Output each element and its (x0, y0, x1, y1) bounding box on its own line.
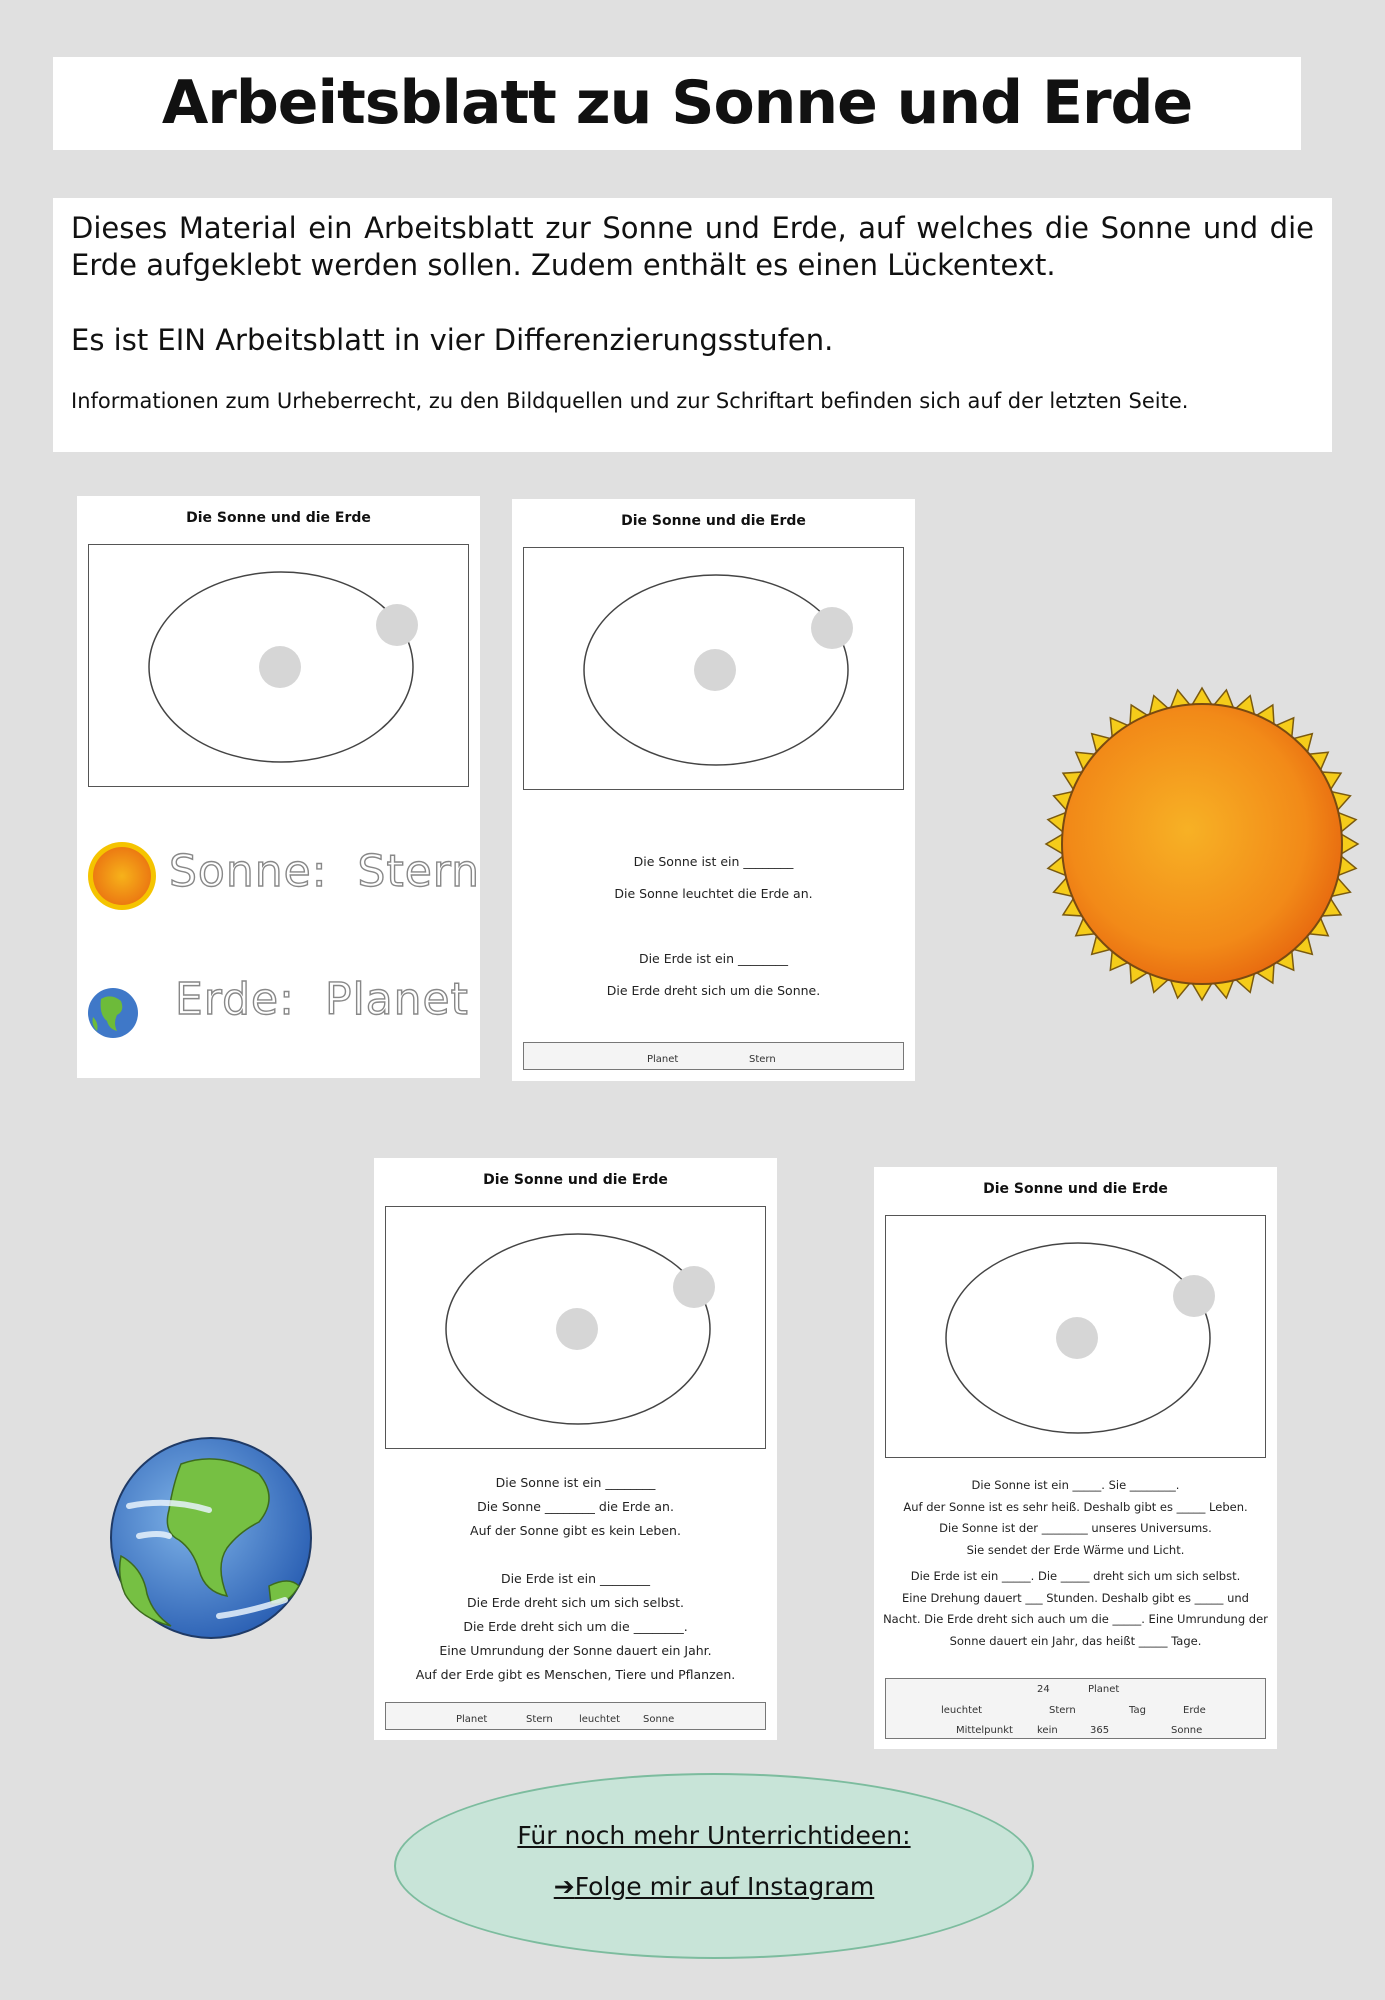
word-bank (885, 1678, 1266, 1739)
sun-illustration (1044, 686, 1360, 1002)
orbit-diagram (523, 547, 904, 790)
text-line: Die Sonne ist der ________ unseres Universums. (939, 1521, 1212, 1535)
word-bank-item: Sonne (643, 1714, 675, 1725)
word-bank-item: Sonne (1171, 1725, 1203, 1736)
instagram-cta[interactable] (394, 1773, 1034, 1959)
text-line: Die Sonne ist ein _____. Sie ________. (971, 1478, 1180, 1492)
sun-label: Sonne: (169, 846, 328, 897)
text-line: Sonne dauert ein Jahr, das heißt _____ Tage. (949, 1633, 1202, 1648)
earth-illustration (109, 1436, 313, 1640)
small-earth-icon (87, 987, 139, 1039)
word-bank-item: leuchtet (941, 1705, 983, 1716)
word-bank-item: kein (1037, 1725, 1058, 1736)
word-bank-item: Tag (1129, 1705, 1146, 1716)
word-bank-item: Mittelpunkt (956, 1725, 1013, 1736)
intro-box (53, 198, 1332, 452)
sun-tracing-text (169, 846, 480, 897)
word-bank-item: Stern (526, 1714, 553, 1725)
word-bank-item: Planet (1088, 1684, 1120, 1695)
worksheet-title: Die Sonne und die Erde (186, 510, 371, 526)
text-line: Die Sonne ________ die Erde an. (477, 1499, 674, 1514)
word-bank (523, 1042, 904, 1070)
intro-paragraph-3: Informationen zum Urheberrecht, zu den Bildquellen und zur Schriftart befinden sich auf der letzten Seite. (71, 389, 1189, 413)
word-bank-item: Stern (1049, 1705, 1076, 1716)
earth-word: Planet (324, 974, 469, 1025)
earth-label: Erde: (175, 974, 295, 1025)
text-line: Auf der Sonne gibt es kein Leben. (470, 1523, 681, 1538)
small-sun-icon (87, 841, 157, 911)
sun-word: Stern (357, 846, 480, 897)
word-bank-item: 24 (1037, 1684, 1050, 1695)
earth-tracing-text (175, 974, 469, 1025)
intro-paragraph-2: Es ist EIN Arbeitsblatt in vier Differenzierungsstufen. (71, 323, 834, 357)
text-line: Auf der Sonne ist es sehr heiß. Deshalb gibt es _____ Leben. (903, 1499, 1248, 1514)
word-bank-item: Stern (749, 1054, 776, 1065)
text-line: Die Sonne leuchtet die Erde an. (614, 886, 813, 901)
text-line: Die Erde ist ein ________ (500, 1571, 651, 1586)
title-box (53, 57, 1301, 150)
orbit-diagram (88, 544, 469, 787)
word-bank-item: leuchtet (579, 1714, 621, 1725)
worksheet-text (874, 1475, 1277, 1652)
text-line: Nacht. Die Erde dreht sich auch um die _____. Eine Umrundung der (883, 1612, 1268, 1626)
cta-line-1: Für noch mehr Unterrichtideen: (517, 1821, 911, 1850)
text-line: Die Erde dreht sich um sich selbst. (466, 1595, 685, 1610)
worksheet-title: Die Sonne und die Erde (983, 1181, 1168, 1197)
instagram-link[interactable] (396, 1872, 1032, 1901)
arrow-right-icon: ➔ (553, 1872, 575, 1901)
word-bank (385, 1702, 766, 1730)
text-line: Die Sonne ist ein ________ (495, 1475, 656, 1490)
text-line: Die Sonne ist ein ________ (633, 854, 794, 869)
word-bank-item: Planet (456, 1714, 488, 1725)
word-bank-item: 365 (1090, 1725, 1110, 1736)
worksheet-title: Die Sonne und die Erde (621, 513, 806, 529)
worksheet-text (512, 846, 915, 1007)
page-title: Arbeitsblatt zu Sonne und Erde (161, 68, 1193, 138)
text-line: Die Erde ist ein ________ (638, 951, 789, 966)
worksheet-preview-3 (374, 1158, 777, 1740)
worksheet-preview-4 (874, 1167, 1277, 1749)
orbit-diagram (885, 1215, 1266, 1458)
text-line: Eine Umrundung der Sonne dauert ein Jahr. (439, 1643, 712, 1658)
orbit-diagram (385, 1206, 766, 1449)
cta-line-2: Folge mir auf Instagram (574, 1872, 875, 1901)
worksheet-preview-2 (512, 499, 915, 1081)
text-line: Die Erde ist ein _____. Die _____ dreht sich um sich selbst. (910, 1569, 1241, 1583)
intro-paragraph-1: Dieses Material ein Arbeitsblatt zur Sonne und Erde, auf welches die Sonne und die Erde aufgeklebt werden sollen. Zudem enthält es einen Lückentext. (71, 211, 1314, 282)
worksheet-preview-1 (77, 496, 480, 1078)
text-line: Auf der Erde gibt es Menschen, Tiere und Pflanzen. (415, 1667, 736, 1682)
text-line: Sie sendet der Erde Wärme und Licht. (966, 1542, 1185, 1557)
text-line: Die Erde dreht sich um die ________. (463, 1619, 688, 1634)
text-line: Eine Drehung dauert ___ Stunden. Deshalb gibt es _____ und (902, 1590, 1249, 1605)
word-bank-item: Erde (1183, 1705, 1206, 1716)
worksheet-text (374, 1471, 777, 1687)
worksheet-title: Die Sonne und die Erde (483, 1172, 668, 1188)
word-bank-item: Planet (647, 1054, 679, 1065)
text-line: Die Erde dreht sich um die Sonne. (606, 983, 821, 998)
